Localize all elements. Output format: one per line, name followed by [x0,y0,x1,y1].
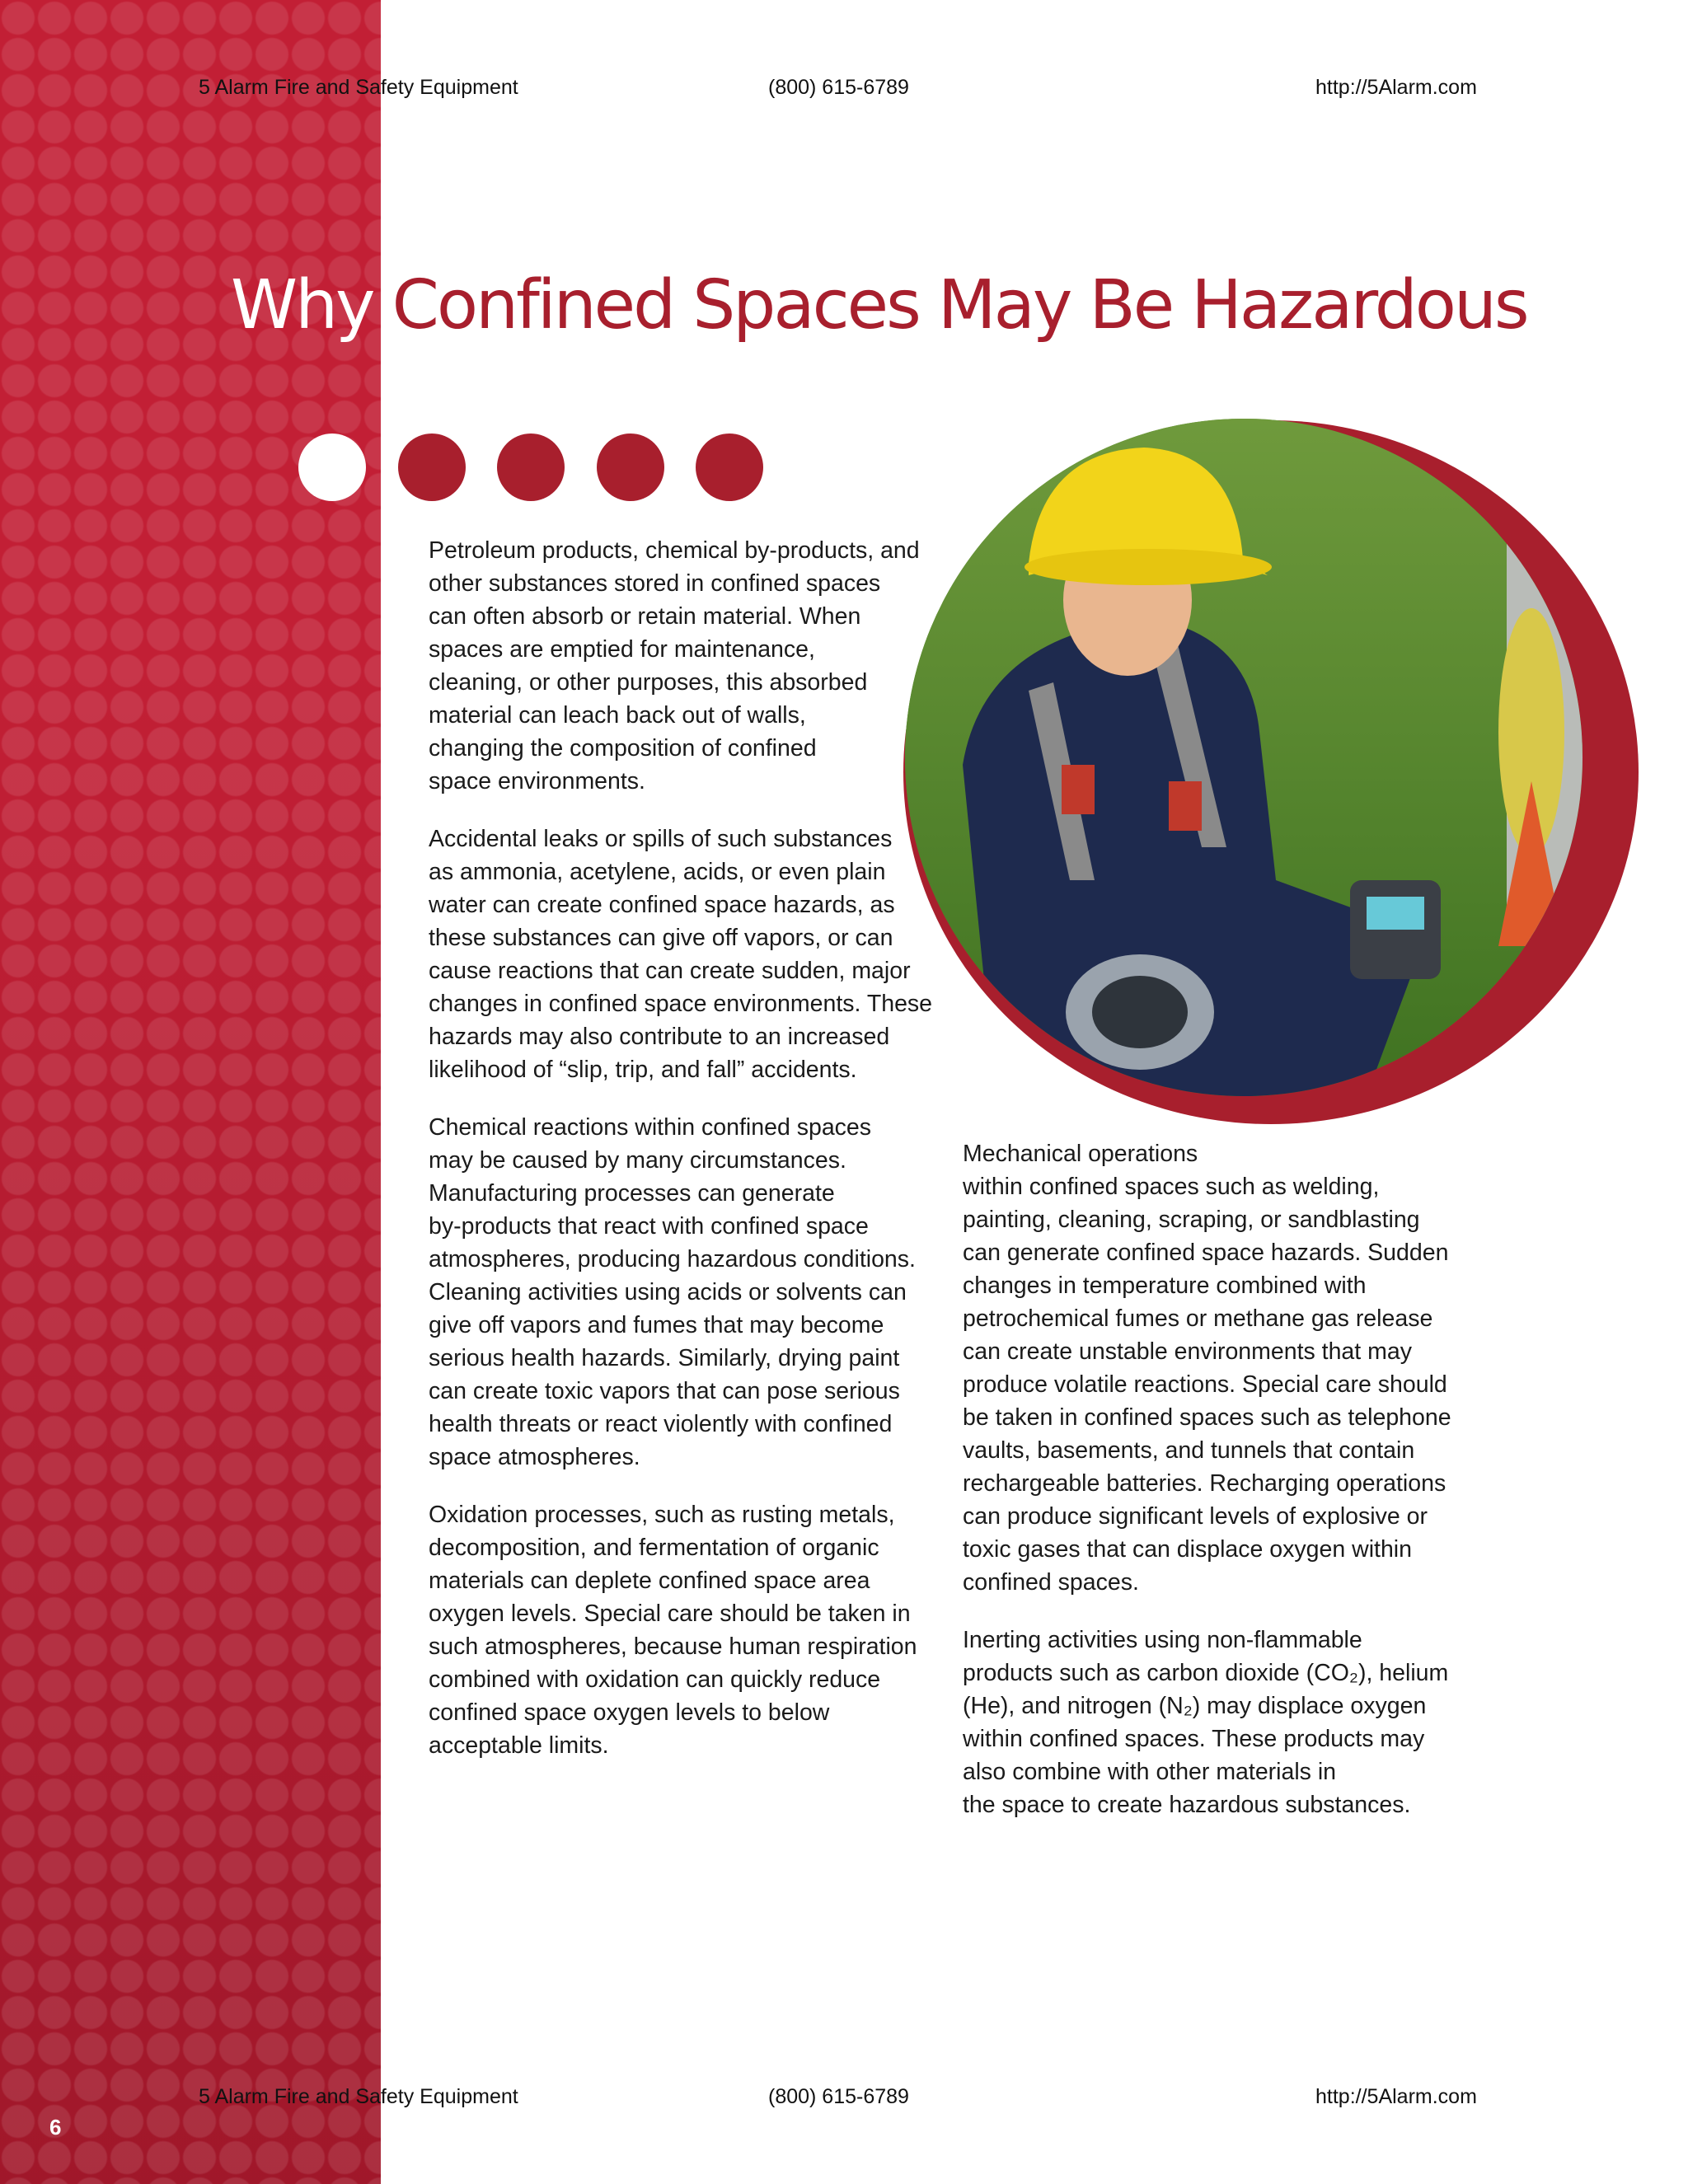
decorative-dot-white [298,434,366,501]
left-text-column [429,534,940,1787]
decorative-dot [497,434,565,501]
title-part-red: Confined Spaces May Be Hazardous [373,266,1527,344]
paragraph-inerting: Inerting activities using non-flammable products such as carbon dioxide (CO₂), helium (He), and nitrogen (N₂) may displace oxygen within confined spaces. These products may also combine with other materials in the space to create hazardous substances. [963,1627,1449,1818]
paragraph-chemical-reactions: Chemical reactions within confined spaces may be caused by many circumstances. Manufacturing processes can generate by-products that react with confined space atmospheres, producing hazardous conditions. Cleaning activities using acids or solvents can give off vapors and fumes that may become serious health hazards. Similarly, drying paint can create toxic vapors that can pose serious health threats or react violently with confined space atmospheres. [429,1114,916,1470]
decorative-dot [597,434,664,501]
footer-company: 5 Alarm Fire and Safety Equipment [199,2085,518,2108]
worker-gas-detector-photo [905,419,1582,1096]
paragraph-accidental-leaks: Accidental leaks or spills of such substances as ammonia, acetylene, acids, or even plain water can create confined space hazards, as these substances can give off vapors, or can cause reactions that can create sudden, major changes in confined space environments. These hazards may also contribute to an increased likelihood of “slip, trip, and fall” accidents. [429,826,933,1083]
decorative-dot [398,434,466,501]
page-title [231,266,1550,344]
paragraph-oxidation: Oxidation processes, such as rusting metals, decomposition, and fermentation of organic materials can deplete confined space area oxygen levels. Special care should be taken in such atmospheres, because human respiration combined with oxidation can quickly reduce confined space oxygen levels to below acceptable limits. [429,1502,917,1759]
worker-illustration [905,419,1582,1096]
paragraph-mechanical-operations: Mechanical operations within confined spaces such as welding, painting, cleaning, scraping, or sandblasting can generate confined space hazards. Sudden changes in temperature combined with petrochemical fumes or methane gas release can create unstable environments that may produce volatile reactions. Special care should be taken in confined spaces such as telephone vaults, basements, and tunnels that contain rechargeable batteries. Recharging operations can produce significant levels of explosive or toxic gases that can displace oxygen within confined spaces. [963,1141,1451,1596]
header-phone: (800) 615-6789 [768,76,909,99]
header-url[interactable]: http://5Alarm.com [1315,76,1477,99]
page-number: 6 [49,2115,62,2139]
right-text-column [963,1137,1474,1846]
header-company: 5 Alarm Fire and Safety Equipment [199,76,518,99]
decorative-dot [696,434,763,501]
title-part-white: Why [231,266,373,344]
paragraph-petroleum: Petroleum products, chemical by-products, and other substances stored in confined spaces can often absorb or retain material. When spaces are emptied for maintenance, cleaning, or other purposes, this absorbed material can leach back out of walls, changing the composition of confined space environments. [429,537,920,794]
footer-url[interactable]: http://5Alarm.com [1315,2085,1477,2108]
footer-phone: (800) 615-6789 [768,2085,909,2108]
